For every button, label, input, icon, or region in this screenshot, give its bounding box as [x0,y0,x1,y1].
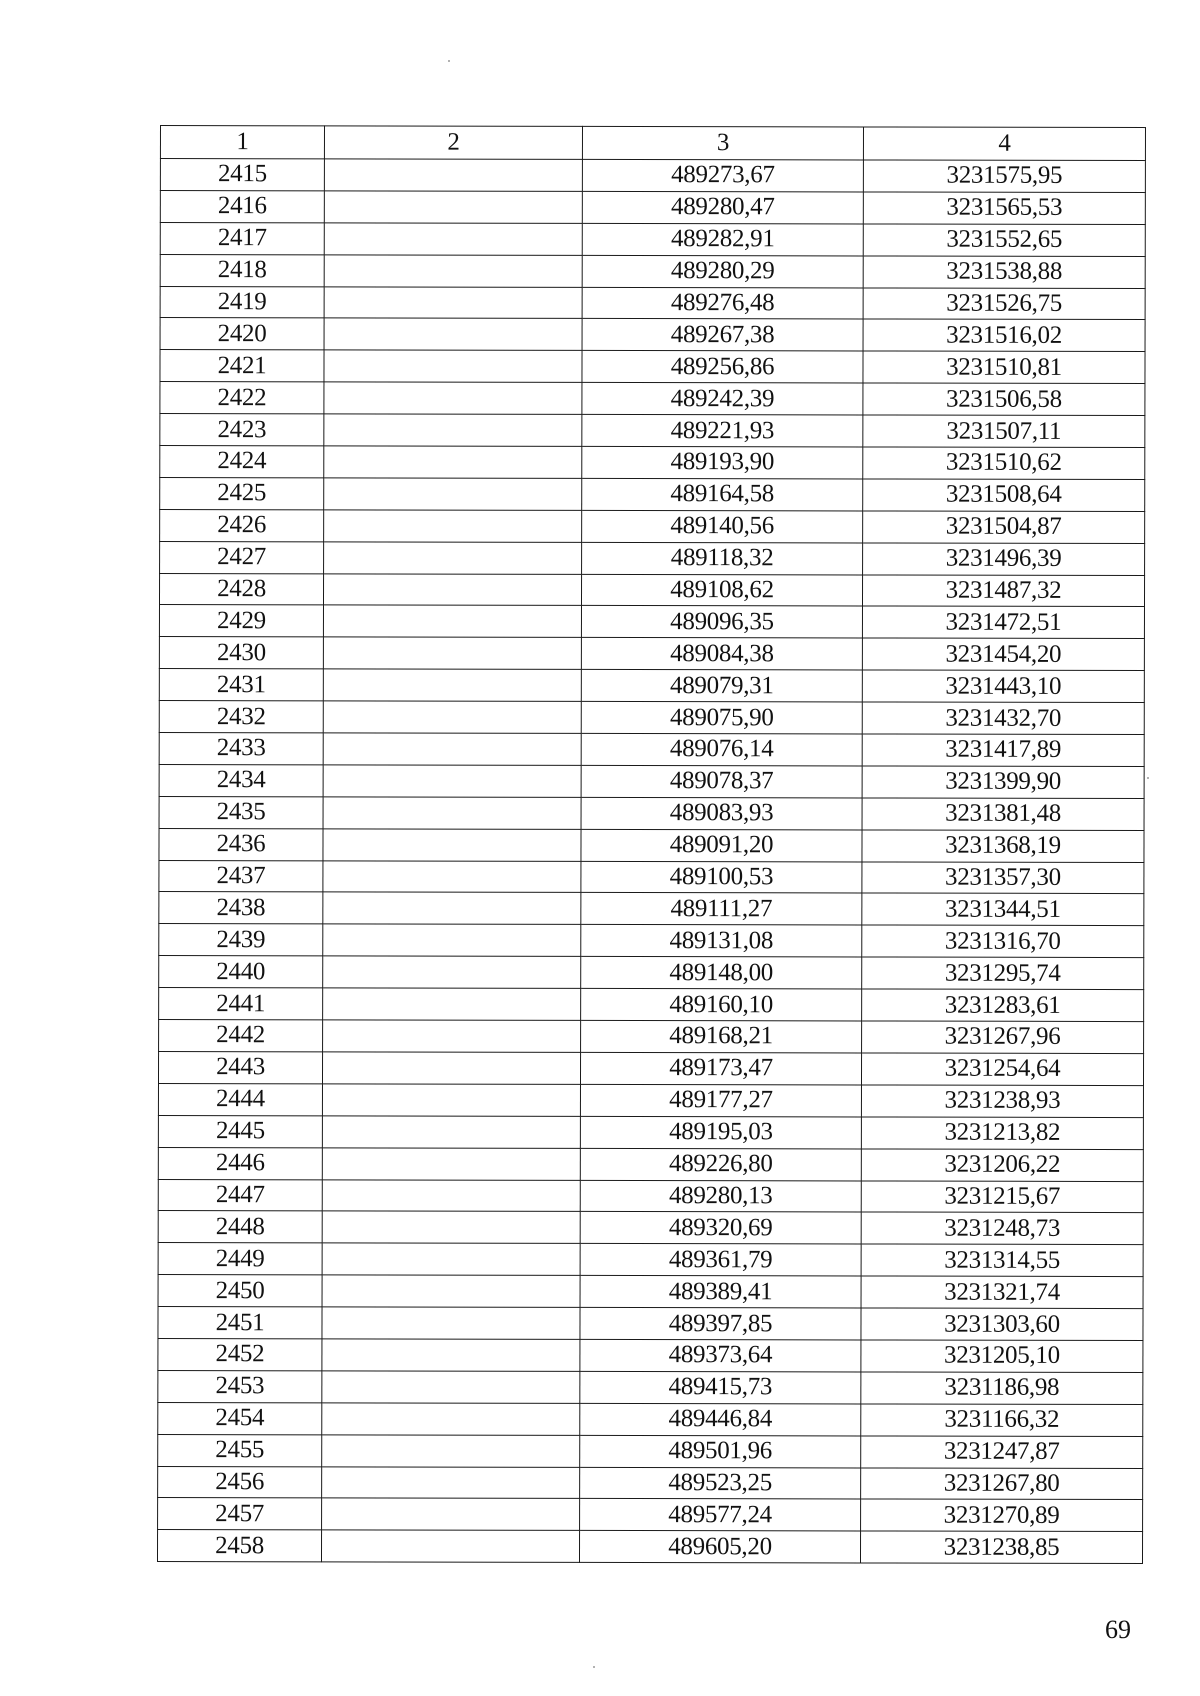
table-row [160,190,1145,224]
point-number-cell: 2427 [160,541,324,573]
point-number-cell: 2440 [159,956,323,988]
point-number-cell: 2451 [158,1307,322,1339]
x-coordinate-cell: 489221,93 [582,415,863,447]
point-number-cell: 2450 [158,1275,322,1307]
x-coordinate-cell: 489501,96 [580,1435,861,1467]
x-coordinate-cell: 489118,32 [582,542,863,574]
point-number-cell: 2416 [160,190,324,222]
y-coordinate-cell: 3231575,95 [863,160,1145,192]
table-row [159,828,1144,862]
x-coordinate-cell: 489415,73 [580,1371,861,1403]
table-header-row [160,126,1145,161]
point-number-cell: 2441 [159,988,323,1020]
column-2-cell [324,159,582,191]
point-number-cell: 2429 [159,605,323,637]
y-coordinate-cell: 3231186,98 [861,1372,1143,1404]
table-row [158,1402,1143,1436]
point-number-cell: 2426 [160,509,324,541]
column-2-cell [322,1339,580,1371]
point-number-cell: 2422 [160,382,324,414]
y-coordinate-cell: 3231526,75 [863,288,1145,320]
x-coordinate-cell: 489605,20 [579,1531,860,1563]
column-2-cell [323,988,581,1020]
table-row [158,1498,1143,1532]
table-row [160,541,1145,575]
table-row [159,860,1144,894]
y-coordinate-cell: 3231321,74 [861,1276,1143,1308]
table-row [159,573,1144,607]
table-row [158,1179,1143,1213]
point-number-cell: 2452 [158,1338,322,1370]
column-2-cell [322,1275,580,1307]
point-number-cell: 2431 [159,669,323,701]
y-coordinate-cell: 3231432,70 [862,702,1144,734]
point-number-cell: 2418 [160,254,324,286]
table-row [159,988,1144,1022]
y-coordinate-cell: 3231368,19 [862,830,1144,862]
column-2-cell [324,318,582,350]
column-2-cell [322,1371,580,1403]
table-row [159,669,1144,703]
point-number-cell: 2438 [159,892,323,924]
column-2-cell [321,1530,579,1562]
point-number-cell: 2439 [159,924,323,956]
y-coordinate-cell: 3231538,88 [863,256,1145,288]
scan-speck [593,1666,595,1668]
x-coordinate-cell: 489280,47 [582,191,863,223]
point-number-cell: 2449 [158,1243,322,1275]
point-number-cell: 2442 [159,1020,323,1052]
column-2-cell [324,191,582,223]
x-coordinate-cell: 489195,03 [580,1116,861,1148]
column-2-cell [322,1307,580,1339]
table-row [159,796,1144,830]
y-coordinate-cell: 3231295,74 [862,957,1144,989]
y-coordinate-cell: 3231516,02 [863,319,1145,351]
table-row [158,1051,1143,1085]
x-coordinate-cell: 489446,84 [580,1403,861,1435]
point-number-cell: 2455 [158,1434,322,1466]
x-coordinate-cell: 489160,10 [581,989,862,1021]
y-coordinate-cell: 3231205,10 [861,1340,1143,1372]
y-coordinate-cell: 3231508,64 [863,479,1145,511]
x-coordinate-cell: 489256,86 [582,351,863,383]
point-number-cell: 2423 [160,414,324,446]
y-coordinate-cell: 3231472,51 [862,606,1144,638]
table-row [158,1211,1143,1245]
table-row [158,1147,1143,1181]
x-coordinate-cell: 489320,69 [580,1212,861,1244]
table-row [158,1307,1143,1341]
column-2-cell [322,1116,580,1148]
point-number-cell: 2457 [158,1498,322,1530]
y-coordinate-cell: 3231213,82 [861,1117,1143,1149]
coordinates-table-body [157,126,1145,1564]
column-2-cell [324,510,582,542]
x-coordinate-cell: 489577,24 [580,1499,861,1531]
table-row [159,924,1144,958]
column-2-cell [324,542,582,574]
column-2-cell [323,1020,581,1052]
x-coordinate-cell: 489280,29 [582,255,863,287]
x-coordinate-cell: 489096,35 [581,606,862,638]
table-row [159,892,1144,926]
table-row [159,764,1144,798]
column-2-cell [323,829,581,861]
x-coordinate-cell: 489100,53 [581,861,862,893]
y-coordinate-cell: 3231399,90 [862,766,1144,798]
table-row [160,414,1145,448]
y-coordinate-cell: 3231454,20 [862,638,1144,670]
column-2-cell [323,637,581,669]
y-coordinate-cell: 3231238,85 [860,1531,1142,1563]
x-coordinate-cell: 489111,27 [581,893,862,925]
column-2-cell [323,669,581,701]
column-2-cell [322,1147,580,1179]
point-number-cell: 2421 [160,350,324,382]
column-2-cell [323,765,581,797]
point-number-cell: 2436 [159,828,323,860]
x-coordinate-cell: 489226,80 [580,1148,861,1180]
y-coordinate-cell: 3231507,11 [863,415,1145,447]
x-coordinate-cell: 489075,90 [581,702,862,734]
y-coordinate-cell: 3231506,58 [863,383,1145,415]
column-2-cell [323,701,581,733]
point-number-cell: 2428 [159,573,323,605]
y-coordinate-cell: 3231443,10 [862,670,1144,702]
x-coordinate-cell: 489177,27 [580,1084,861,1116]
coordinates-table [157,125,1146,1564]
point-number-cell: 2453 [158,1370,322,1402]
column-2-cell [323,605,581,637]
column-2-cell [324,223,582,255]
y-coordinate-cell: 3231510,81 [863,351,1145,383]
column-2-cell [323,797,581,829]
point-number-cell: 2424 [160,446,324,478]
point-number-cell: 2447 [158,1179,322,1211]
table-row [160,477,1145,511]
point-number-cell: 2433 [159,733,323,765]
y-coordinate-cell: 3231215,67 [861,1180,1143,1212]
page-number: 69 [1105,1615,1131,1644]
point-number-cell: 2448 [158,1211,322,1243]
column-2-cell [322,1052,580,1084]
y-coordinate-cell: 3231381,48 [862,798,1144,830]
x-coordinate-cell: 489091,20 [581,829,862,861]
x-coordinate-cell: 489140,56 [582,510,863,542]
point-number-cell: 2417 [160,222,324,254]
column-2-cell [323,956,581,988]
x-coordinate-cell: 489361,79 [580,1244,861,1276]
table-row [159,637,1144,671]
table-row [160,318,1145,352]
point-number-cell: 2458 [157,1530,321,1562]
column-2-cell [324,446,582,478]
point-number-cell: 2434 [159,764,323,796]
x-coordinate-cell: 489148,00 [581,957,862,989]
point-number-cell: 2430 [159,637,323,669]
table-row [159,956,1144,990]
column-2-cell [322,1466,580,1498]
table-row [159,1020,1144,1054]
y-coordinate-cell: 3231357,30 [862,862,1144,894]
y-coordinate-cell: 3231316,70 [862,925,1144,957]
column-2-cell [322,1084,580,1116]
y-coordinate-cell: 3231267,96 [862,1021,1144,1053]
x-coordinate-cell: 489267,38 [582,319,863,351]
point-number-cell: 2432 [159,701,323,733]
table-row [160,286,1145,320]
column-header-1: 1 [160,126,324,159]
x-coordinate-cell: 489373,64 [580,1339,861,1371]
point-number-cell: 2425 [160,477,324,509]
y-coordinate-cell: 3231565,53 [863,192,1145,224]
point-number-cell: 2415 [160,159,324,191]
column-2-cell [324,478,582,510]
column-header-2: 2 [324,126,582,160]
column-2-cell [322,1434,580,1466]
y-coordinate-cell: 3231303,60 [861,1308,1143,1340]
column-2-cell [323,924,581,956]
table-row [159,733,1144,767]
table-row [159,605,1144,639]
table-row [158,1243,1143,1277]
x-coordinate-cell: 489079,31 [581,670,862,702]
y-coordinate-cell: 3231510,62 [863,447,1145,479]
x-coordinate-cell: 489193,90 [582,446,863,478]
y-coordinate-cell: 3231504,87 [863,511,1145,543]
table-row [160,509,1145,543]
x-coordinate-cell: 489108,62 [581,574,862,606]
column-2-cell [323,573,581,605]
x-coordinate-cell: 489131,08 [581,925,862,957]
point-number-cell: 2437 [159,860,323,892]
table-row [160,350,1145,384]
y-coordinate-cell: 3231552,65 [863,224,1145,256]
y-coordinate-cell: 3231487,32 [862,575,1144,607]
x-coordinate-cell: 489523,25 [580,1467,861,1499]
table-row [160,446,1145,480]
y-coordinate-cell: 3231254,64 [861,1053,1143,1085]
table-row [160,254,1145,288]
x-coordinate-cell: 489280,13 [580,1180,861,1212]
table-row [158,1370,1143,1404]
y-coordinate-cell: 3231270,89 [861,1499,1143,1531]
column-2-cell [322,1243,580,1275]
y-coordinate-cell: 3231417,89 [862,734,1144,766]
table-row [158,1466,1143,1500]
x-coordinate-cell: 489276,48 [582,287,863,319]
y-coordinate-cell: 3231248,73 [861,1212,1143,1244]
x-coordinate-cell: 489083,93 [581,797,862,829]
table-row [158,1275,1143,1309]
y-coordinate-cell: 3231247,87 [861,1436,1143,1468]
x-coordinate-cell: 489389,41 [580,1276,861,1308]
column-header-3: 3 [582,126,863,160]
y-coordinate-cell: 3231166,32 [861,1404,1143,1436]
column-2-cell [323,892,581,924]
column-2-cell [322,1179,580,1211]
scan-speck [1147,777,1149,779]
table-row [159,701,1144,735]
column-2-cell [324,382,582,414]
x-coordinate-cell: 489076,14 [581,733,862,765]
table-row [158,1083,1143,1117]
column-2-cell [324,286,582,318]
y-coordinate-cell: 3231267,80 [861,1467,1143,1499]
point-number-cell: 2446 [158,1147,322,1179]
point-number-cell: 2435 [159,796,323,828]
column-2-cell [323,733,581,765]
point-number-cell: 2443 [158,1051,322,1083]
x-coordinate-cell: 489164,58 [582,478,863,510]
point-number-cell: 2420 [160,318,324,350]
column-2-cell [324,414,582,446]
point-number-cell: 2444 [158,1083,322,1115]
point-number-cell: 2456 [158,1466,322,1498]
table-row [157,1530,1142,1564]
column-2-cell [322,1403,580,1435]
table-row [160,222,1145,256]
y-coordinate-cell: 3231314,55 [861,1244,1143,1276]
column-header-4: 4 [863,127,1145,161]
y-coordinate-cell: 3231283,61 [862,989,1144,1021]
scan-speck [448,60,450,62]
table-row [158,1115,1143,1149]
x-coordinate-cell: 489242,39 [582,383,863,415]
x-coordinate-cell: 489397,85 [580,1307,861,1339]
point-number-cell: 2445 [158,1115,322,1147]
column-2-cell [322,1498,580,1530]
y-coordinate-cell: 3231206,22 [861,1149,1143,1181]
point-number-cell: 2454 [158,1402,322,1434]
point-number-cell: 2419 [160,286,324,318]
table-row [158,1434,1143,1468]
column-2-cell [324,350,582,382]
table-row [158,1338,1143,1372]
x-coordinate-cell: 489282,91 [582,223,863,255]
x-coordinate-cell: 489168,21 [581,1020,862,1052]
x-coordinate-cell: 489273,67 [582,159,863,191]
column-2-cell [323,860,581,892]
x-coordinate-cell: 489084,38 [581,638,862,670]
y-coordinate-cell: 3231344,51 [862,893,1144,925]
x-coordinate-cell: 489078,37 [581,765,862,797]
x-coordinate-cell: 489173,47 [580,1052,861,1084]
table-row [160,159,1145,193]
column-2-cell [322,1211,580,1243]
y-coordinate-cell: 3231496,39 [863,543,1145,575]
column-2-cell [324,255,582,287]
table-row [160,382,1145,416]
y-coordinate-cell: 3231238,93 [861,1085,1143,1117]
